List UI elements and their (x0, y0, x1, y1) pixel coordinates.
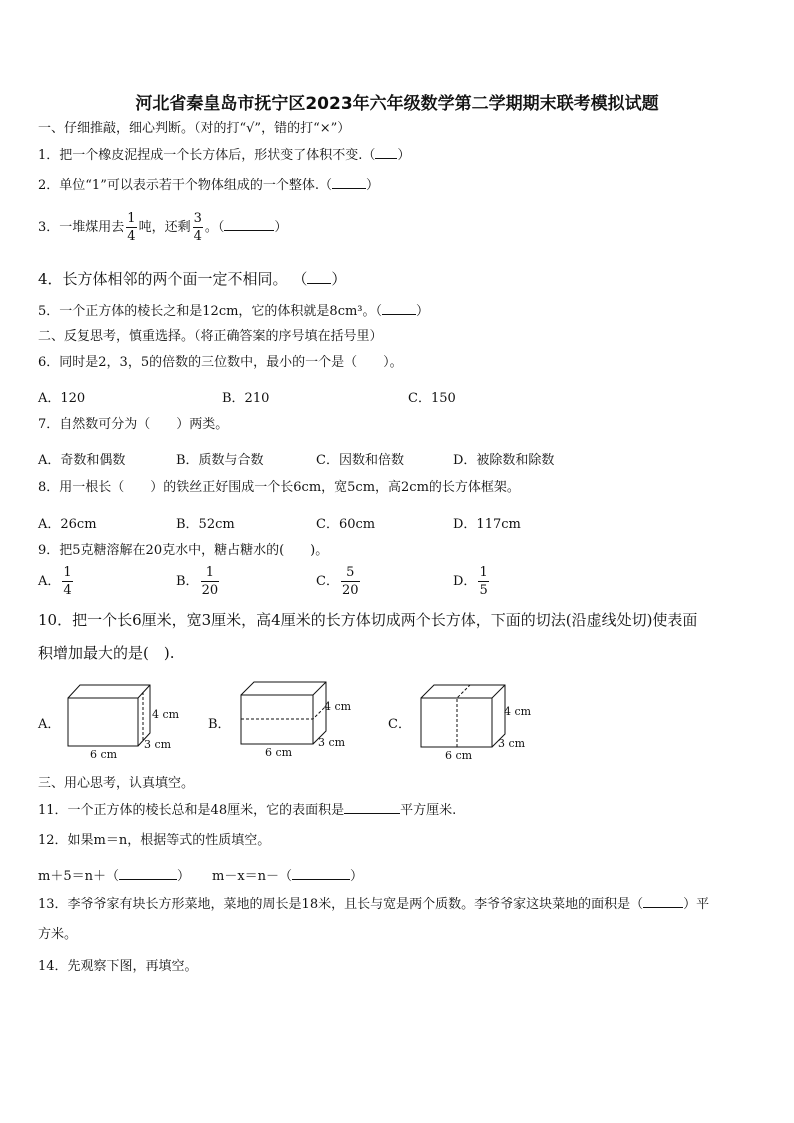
q10-figure-c (412, 677, 542, 761)
answer-blank-12b[interactable] (292, 869, 350, 880)
question-9: 9．把5克糖溶解在20克水中，糖占糖水的( )。 (38, 543, 329, 558)
close-paren: ） (416, 304, 430, 319)
close-paren: ） (350, 869, 364, 884)
question-3-text-b: 吨，还剩 (138, 220, 191, 235)
page-title: 河北省秦皇岛市抚宁区2023年六年级数学第二学期期末联考模拟试题 (135, 94, 659, 114)
option-label: C． (316, 574, 339, 589)
q10-option-a-label[interactable]: A． (38, 717, 61, 732)
close-paren: ） (176, 869, 190, 884)
question-2 (38, 178, 379, 192)
q6-option-b[interactable]: B．210 (222, 391, 270, 406)
q10-figure-b (232, 674, 362, 758)
option-label: D． (453, 574, 477, 589)
question-13-line1 (38, 897, 709, 911)
fraction-one-quarter: $\frac{1}{4}$ (127, 211, 136, 244)
question-10-line1: 10．把一个长6厘米，宽3厘米，高4厘米的长方体切成两个长方体，下面的切法(沿虚线处切)使表面 (38, 611, 698, 629)
question-6: 6．同时是2，3，5的倍数的三位数中，最小的一个是（ ）。 (38, 355, 403, 370)
answer-blank-3[interactable] (224, 220, 274, 231)
question-3-text-a: 3．一堆煤用去 (38, 220, 125, 235)
question-11 (38, 803, 456, 817)
q6-option-c[interactable]: C．150 (408, 391, 456, 406)
close-paren: ） (365, 178, 379, 193)
question-2-text: 2．单位“1”可以表示若干个物体组成的一个整体.（ (38, 178, 332, 193)
length-label: 6 cm (265, 746, 293, 759)
fraction: $\frac{1}{4}$ (63, 565, 72, 598)
question-4-text: 4．长方体相邻的两个面一定不相同。 （ (38, 270, 308, 288)
q8-option-c[interactable]: C．60cm (316, 517, 376, 532)
option-label: A． (38, 574, 61, 589)
question-3 (38, 212, 287, 243)
fraction: $\frac{1}{20}$ (201, 565, 219, 598)
question-4 (38, 272, 346, 287)
equation-b: m－x＝n－（ (212, 869, 293, 884)
q8-option-b[interactable]: B．52cm (176, 517, 235, 532)
q8-option-a[interactable]: A．26cm (38, 517, 97, 532)
question-13-line2: 方米。 (38, 927, 78, 942)
q6-option-a[interactable]: A．120 (38, 391, 86, 406)
answer-blank-11[interactable] (344, 803, 400, 814)
fraction: $\frac{5}{20}$ (341, 565, 359, 598)
question-3-text-c: 。（ (204, 220, 225, 235)
answer-blank-2[interactable] (332, 178, 366, 189)
q7-option-b[interactable]: B．质数与合数 (176, 453, 264, 468)
answer-blank-13[interactable] (643, 897, 683, 908)
answer-blank-4[interactable] (307, 273, 331, 284)
question-5 (38, 304, 429, 318)
question-5-text: 5．一个正方体的棱长之和是12cm，它的体积就是8cm³。（ (38, 304, 383, 319)
q7-option-a[interactable]: A．奇数和偶数 (38, 453, 126, 468)
question-10-line2: 积增加最大的是( ). (38, 644, 175, 662)
equation-a: m＋5＝n＋（ (38, 869, 119, 884)
q8-option-d[interactable]: D．117cm (453, 517, 521, 532)
width-label: 3 cm (318, 736, 346, 749)
length-label: 6 cm (90, 748, 118, 761)
answer-blank-1[interactable] (375, 148, 397, 159)
section3-heading: 三、用心思考，认真填空。 (38, 776, 195, 791)
q7-option-c[interactable]: C．因数和倍数 (316, 453, 404, 468)
question-11-text-a: 11．一个正方体的棱长总和是48厘米，它的表面积是 (38, 803, 345, 818)
answer-blank-12a[interactable] (119, 869, 177, 880)
close-paren: ） (397, 148, 411, 163)
question-13-text: 13．李爷爷家有块长方形菜地，菜地的周长是18米，且长与宽是两个质数。李爷爷家这块菜地的面积是（ (38, 897, 644, 912)
question-12: 12．如果m＝n，根据等式的性质填空。 (38, 833, 271, 848)
question-7: 7．自然数可分为（ ）两类。 (38, 417, 229, 432)
width-label: 3 cm (498, 737, 526, 750)
question-13-text-end: ）平 (683, 897, 710, 912)
close-paren: ） (331, 270, 347, 288)
fraction-three-quarters: $\frac{3}{4}$ (193, 211, 202, 244)
question-1 (38, 148, 410, 162)
q9-option-d[interactable] (453, 566, 491, 597)
q9-option-a[interactable] (38, 566, 75, 597)
option-label: B． (176, 574, 199, 589)
close-paren: ） (274, 220, 288, 235)
q10-option-b-label[interactable]: B． (208, 717, 231, 732)
question-12-a (38, 865, 190, 884)
q9-option-c[interactable] (316, 566, 362, 597)
q10-figure-a (60, 680, 190, 762)
question-8: 8．用一根长（ ）的铁丝正好围成一个长6cm，宽5cm，高2cm的长方体框架。 (38, 480, 520, 495)
section2-heading: 二、反复思考，慎重选择。（将正确答案的序号填在括号里） (38, 329, 383, 344)
question-1-text: 1．把一个橡皮泥捏成一个长方体后，形状变了体积不变.（ (38, 148, 376, 163)
length-label: 6 cm (445, 749, 473, 762)
q7-option-d[interactable]: D．被除数和除数 (453, 453, 555, 468)
answer-blank-5[interactable] (382, 304, 416, 315)
width-label: 3 cm (144, 738, 172, 751)
question-11-text-b: 平方厘米. (400, 803, 457, 818)
fraction: $\frac{1}{5}$ (479, 565, 488, 598)
question-12-b (212, 865, 363, 884)
section1-heading: 一、仔细推敲，细心判断。（对的打“√”，错的打“×”） (38, 121, 351, 136)
height-label: 4 cm (152, 708, 180, 721)
height-label: 4 cm (324, 700, 352, 713)
q9-option-b[interactable] (176, 566, 221, 597)
height-label: 4 cm (504, 705, 532, 718)
question-14: 14．先观察下图，再填空。 (38, 959, 198, 974)
q10-option-c-label[interactable]: C． (388, 717, 411, 732)
